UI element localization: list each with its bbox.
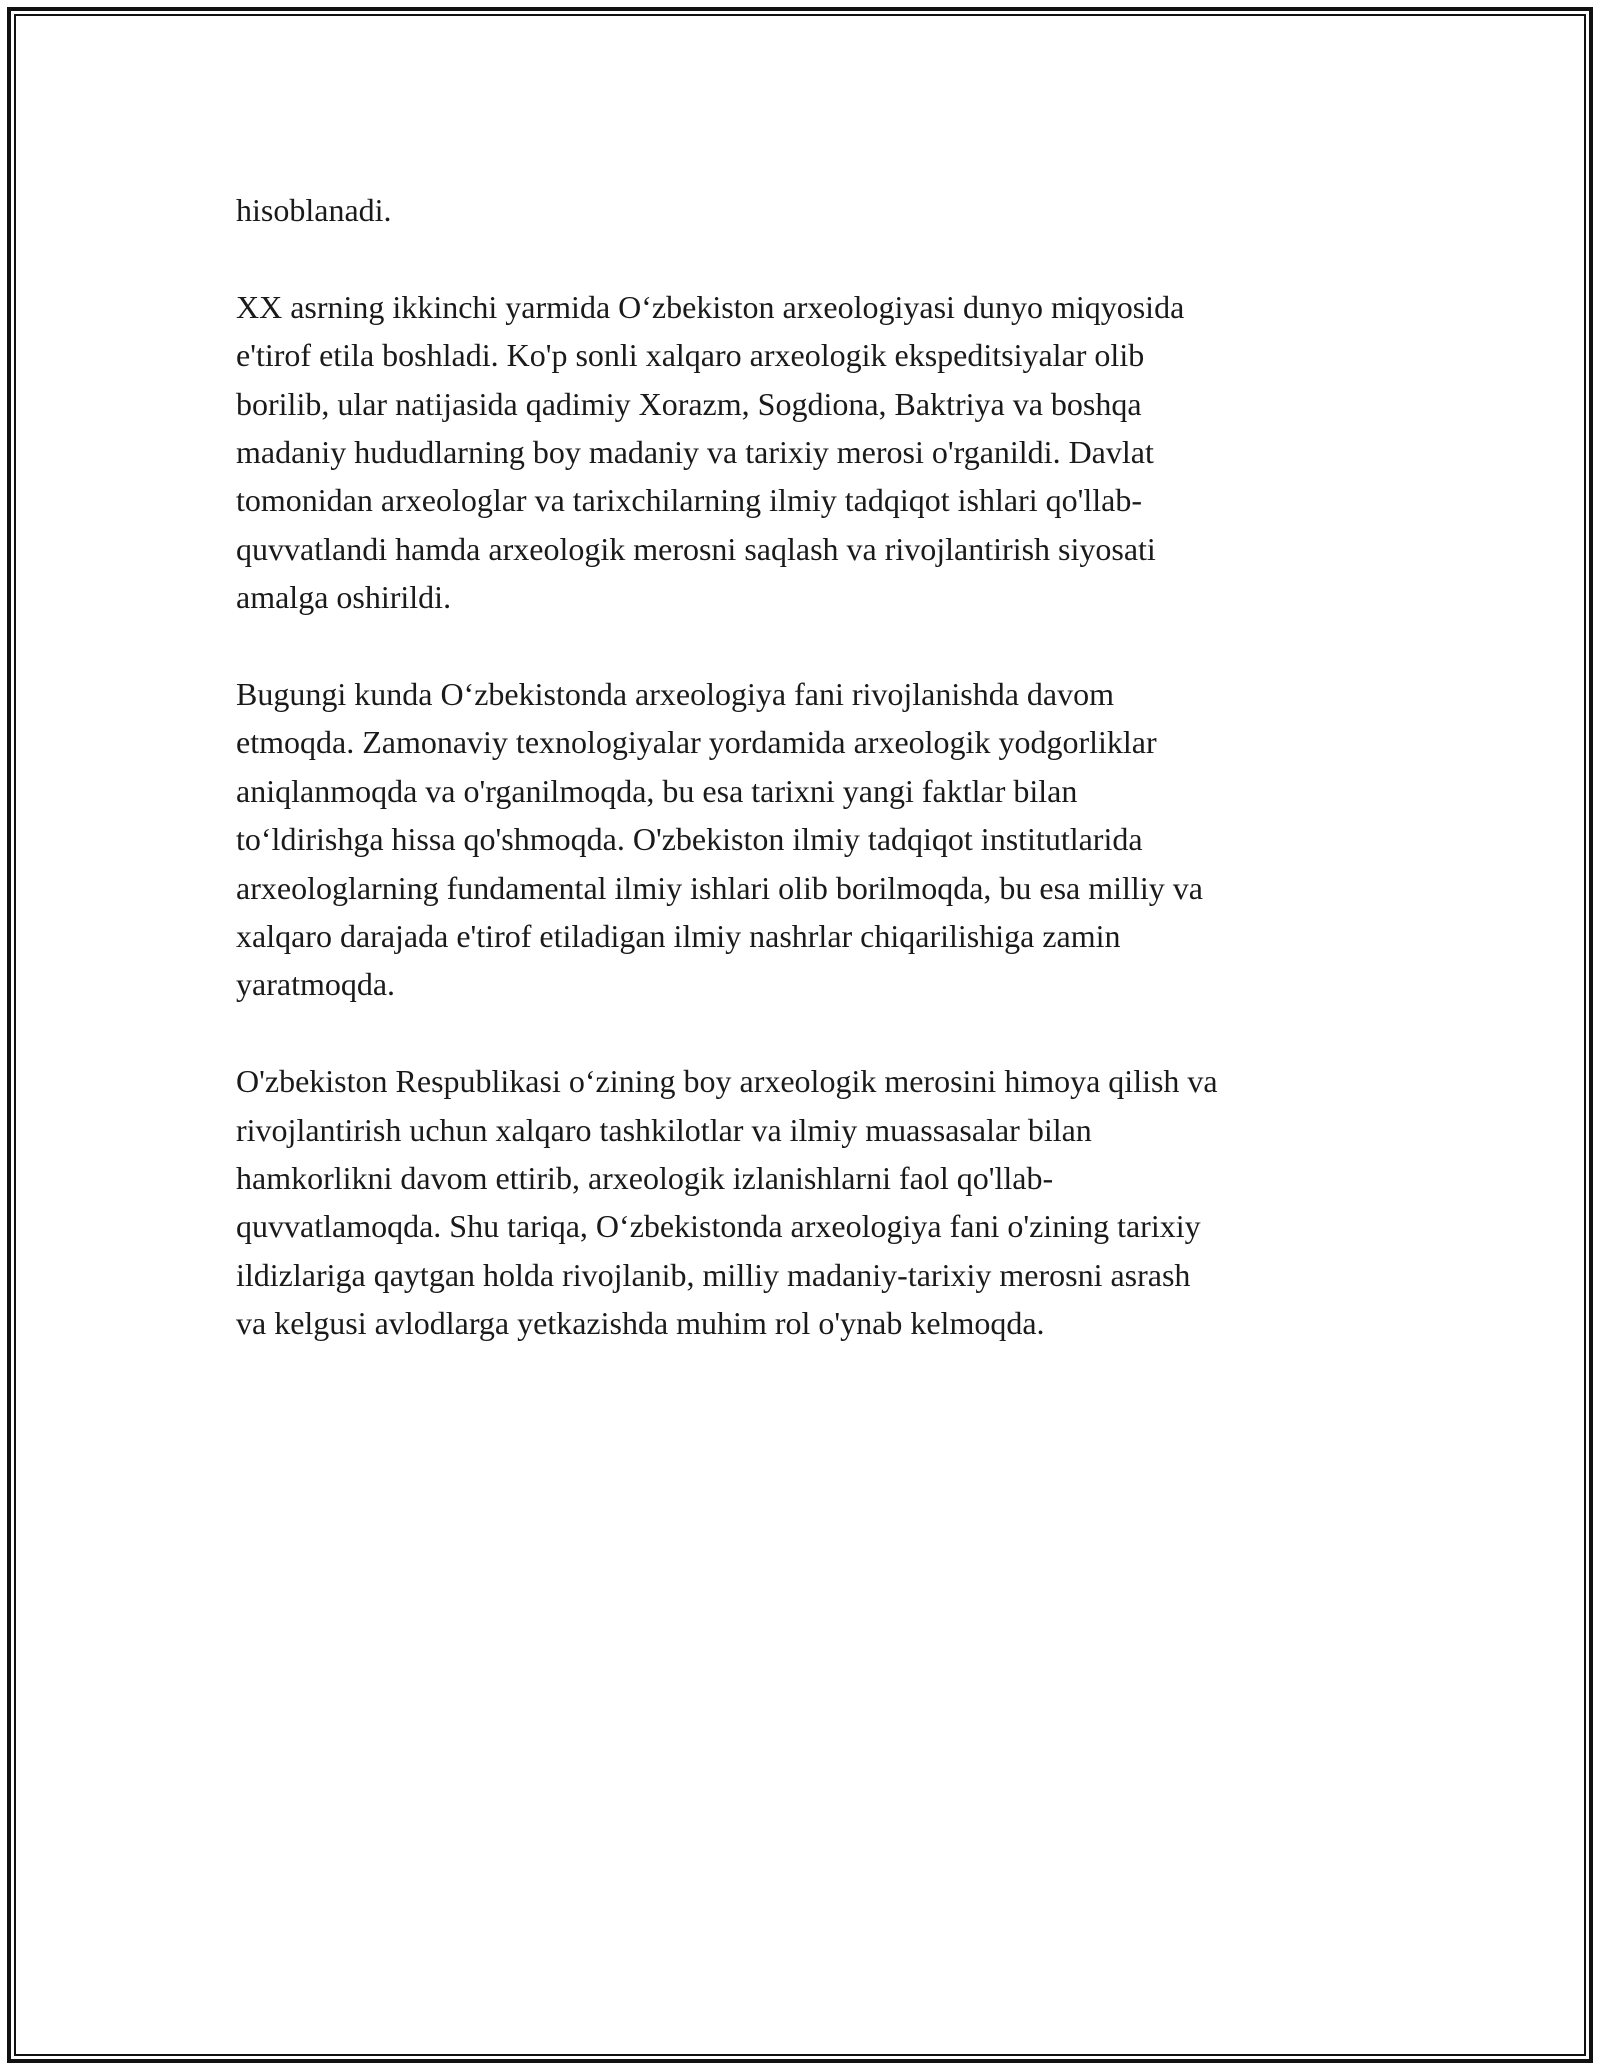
text-line: aniqlanmoqda va o'rganilmoqda, bu esa tarixni yangi faktlar bilan: [236, 772, 1078, 809]
text-line: quvvatlamoqda. Shu tariqa, O‘zbekistonda arxeologiya fani o'zining tarixiy: [236, 1208, 1201, 1245]
text-line: rivojlantirish uchun xalqaro tashkilotlar va ilmiy muassasalar bilan: [236, 1111, 1092, 1148]
document-body: [236, 186, 1376, 1396]
text-line: xalqaro darajada e'tirof etiladigan ilmiy nashrlar chiqarilishiga zamin: [236, 918, 1121, 955]
text-line: va kelgusi avlodlarga yetkazishda muhim rol o'ynab kelmoqda.: [236, 1305, 1045, 1342]
text-line: XX asrning ikkinchi yarmida O‘zbekiston arxeologiyasi dunyo miqyosida: [236, 288, 1185, 325]
text-line: madaniy hududlarning boy madaniy va tarixiy merosi o'rganildi. Davlat: [236, 434, 1154, 471]
text-line: amalga oshirildi.: [236, 579, 452, 616]
text-line: ildizlariga qaytgan holda rivojlanib, milliy madaniy-tarixiy merosni asrash: [236, 1256, 1191, 1293]
text-line: tomonidan arxeologlar va tarixchilarning ilmiy tadqiqot ishlari qo'llab-: [236, 482, 1142, 519]
paragraph-2: [236, 283, 1376, 622]
text-line: O'zbekiston Respublikasi o‘zining boy arxeologik merosini himoya qilish va: [236, 1063, 1218, 1100]
text-line: Bugungi kunda O‘zbekistonda arxeologiya fani rivojlanishda davom: [236, 676, 1115, 713]
text-line: yaratmoqda.: [236, 966, 396, 1003]
paragraph-1: [236, 186, 1376, 234]
text-line: hisoblanadi.: [236, 192, 392, 228]
text-line: hamkorlikni davom ettirib, arxeologik izlanishlarni faol qo'llab-: [236, 1160, 1054, 1197]
paragraph-4: [236, 1057, 1376, 1347]
text-line: quvvatlandi hamda arxeologik merosni saqlash va rivojlantirish siyosati: [236, 530, 1156, 567]
text-line: e'tirof etila boshladi. Ko'p sonli xalqaro arxeologik ekspeditsiyalar olib: [236, 337, 1145, 374]
text-line: arxeologlarning fundamental ilmiy ishlari olib borilmoqda, bu esa milliy va: [236, 869, 1203, 906]
text-line: etmoqda. Zamonaviy texnologiyalar yordamida arxeologik yodgorliklar: [236, 724, 1157, 761]
text-line: borilib, ular natijasida qadimiy Xorazm, Sogdiona, Baktriya va boshqa: [236, 385, 1142, 422]
text-line: to‘ldirishga hissa qo'shmoqda. O'zbekiston ilmiy tadqiqot institutlarida: [236, 821, 1143, 858]
paragraph-3: [236, 670, 1376, 1009]
